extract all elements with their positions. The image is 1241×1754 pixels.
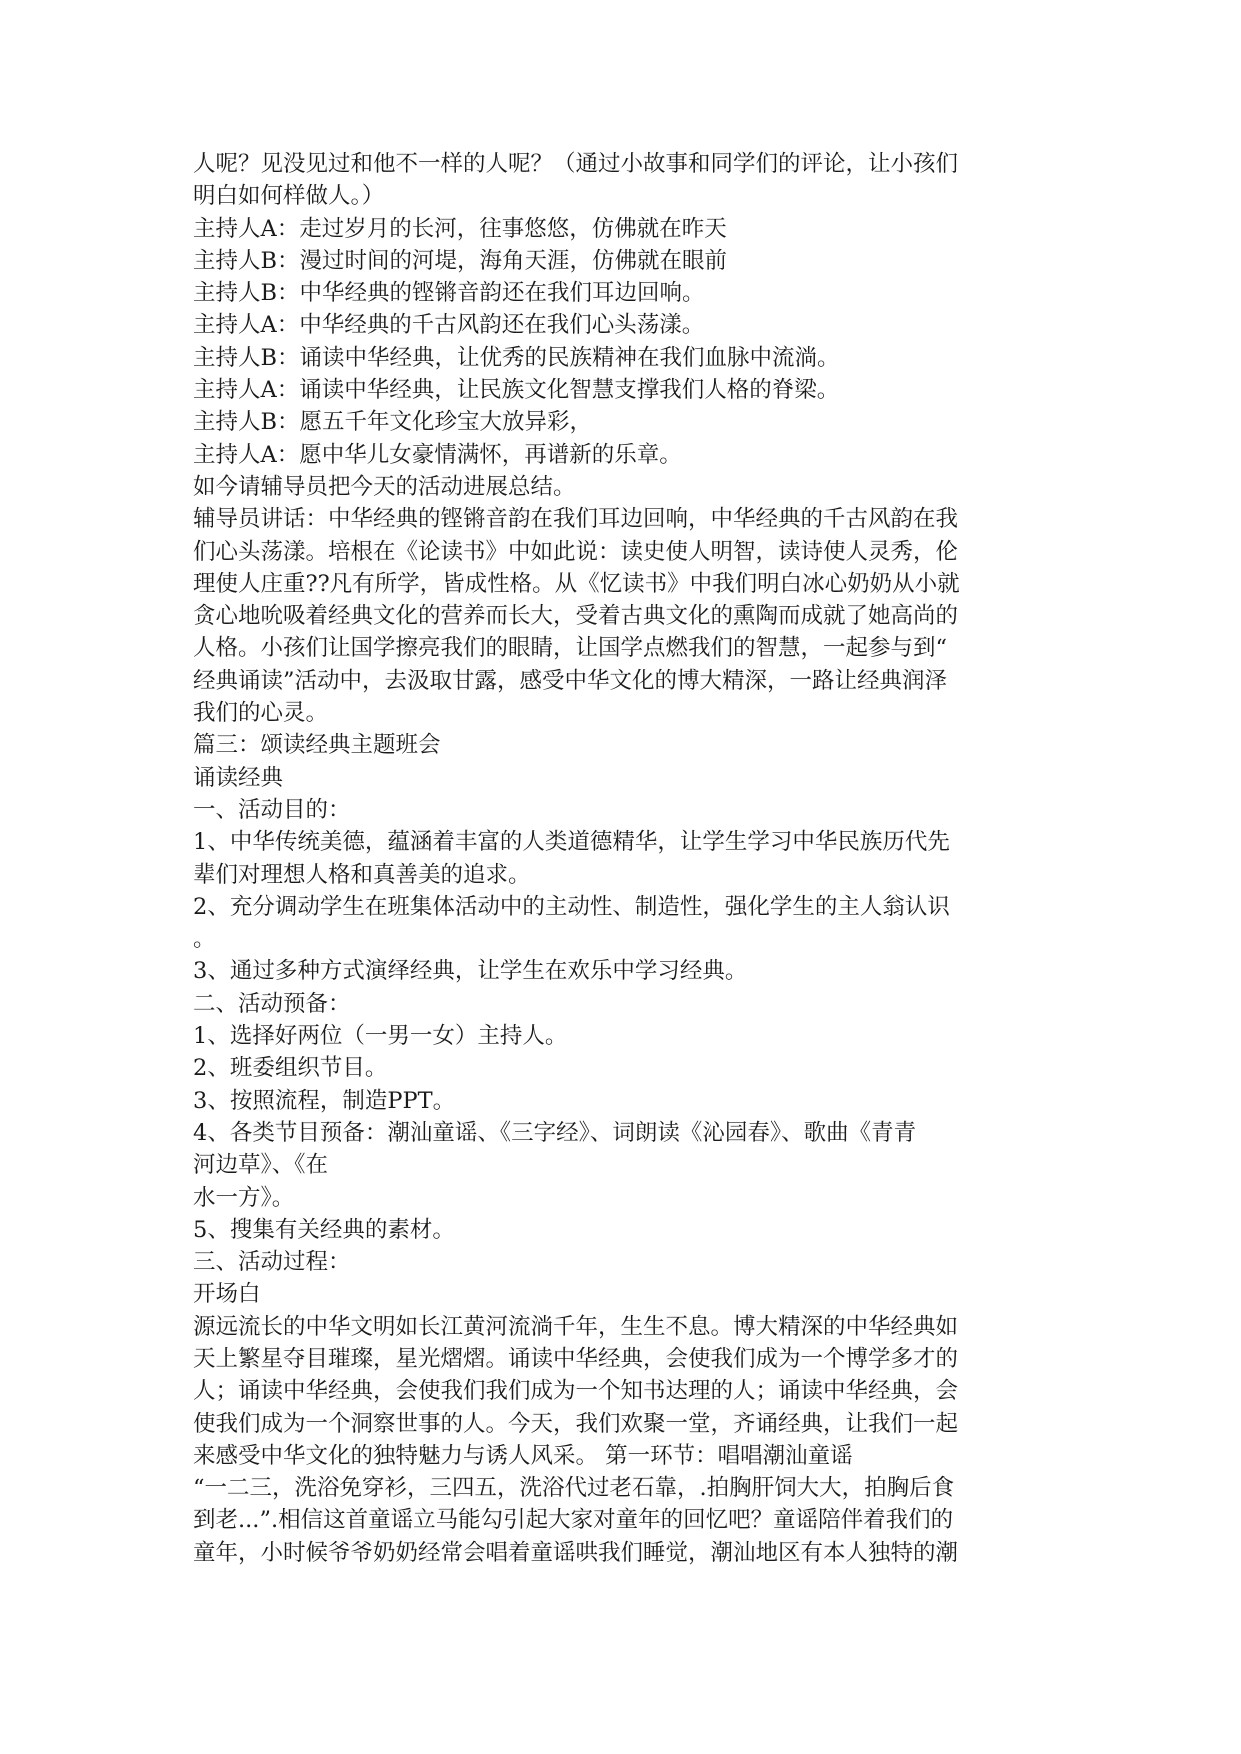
- text-line: 1、选择好两位（一男一女）主持人。: [193, 1023, 568, 1050]
- text-line: 主持人B：诵读中华经典，让优秀的民族精神在我们血脉中流淌。: [193, 344, 840, 371]
- text-line: 水一方》。: [193, 1184, 295, 1211]
- text-line: 篇三：颂读经典主题班会: [193, 732, 441, 759]
- text-line: 主持人B：漫过时间的河堤，海角天涯，仿佛就在眼前: [193, 247, 728, 274]
- text-line: 主持人A：愿中华儿女豪情满怀，再谱新的乐章。: [193, 441, 682, 468]
- text-line: 人格。小孩们让国学擦亮我们的眼睛，让国学点燃我们的智慧，一起参与到“: [193, 635, 948, 662]
- text-line: 使我们成为一个洞察世事的人。今天，我们欢聚一堂，齐诵经典，让我们一起: [193, 1410, 959, 1437]
- text-line: 主持人A：诵读中华经典，让民族文化智慧支撑我们人格的脊梁。: [193, 377, 840, 404]
- text-line: 主持人B：中华经典的铿锵音韵还在我们耳边回响。: [193, 280, 705, 307]
- text-line: 辅导员讲话：中华经典的铿锵音韵在我们耳边回响，中华经典的千古风韵在我: [193, 506, 959, 533]
- text-line: 3、按照流程，制造PPT。: [193, 1087, 456, 1114]
- text-line: 我们的心灵。: [193, 700, 329, 727]
- text-line: 二、活动预备：: [193, 990, 351, 1017]
- text-line: 2、充分调动学生在班集体活动中的主动性、制造性，强化学生的主人翁认识: [193, 893, 950, 920]
- text-line: 们心头荡漾。培根在《论读书》中如此说：读史使人明智，读诗使人灵秀，伦: [193, 538, 959, 565]
- text-line: 经典诵读”活动中，去汲取甘露，感受中华文化的博大精深，一路让经典润泽: [193, 667, 948, 694]
- text-line: 3、通过多种方式演绎经典，让学生在欢乐中学习经典。: [193, 958, 748, 985]
- text-line: 5、搜集有关经典的素材。: [193, 1216, 455, 1243]
- document-body: [193, 148, 1053, 1569]
- text-line: “一二三，洗浴免穿衫，三四五，洗浴代过老石靠，.拍胸肝饲大大，拍胸后食: [193, 1475, 955, 1502]
- text-line: 天上繁星夺目璀璨，星光熠熠。诵读中华经典，会使我们成为一个博学多才的: [193, 1345, 959, 1372]
- text-line: 童年，小时候爷爷奶奶经常会唱着童谣哄我们睡觉，潮汕地区有本人独特的潮: [193, 1539, 959, 1566]
- text-line: 开场白: [193, 1281, 261, 1308]
- text-line: 如今请辅导员把今天的活动进展总结。: [193, 473, 576, 500]
- text-line: 源远流长的中华文明如长江黄河流淌千年，生生不息。博大精深的中华经典如: [193, 1313, 959, 1340]
- text-line: 4、各类节目预备：潮汕童谣、《三字经》、词朗读《沁园春》、歌曲《青青: [193, 1119, 917, 1146]
- text-line: 三、活动过程：: [193, 1249, 351, 1276]
- text-line: 辈们对理想人格和真善美的追求。: [193, 861, 531, 888]
- text-line: 主持人B：愿五千年文化珍宝大放异彩，: [193, 409, 593, 436]
- text-line: 一、活动目的：: [193, 796, 351, 823]
- text-line: 1、中华传统美德，蕴涵着丰富的人类道德精华，让学生学习中华民族历代先: [193, 829, 950, 856]
- text-line: 理使人庄重??凡有所学，皆成性格。从《忆读书》中我们明白冰心奶奶从小就: [193, 570, 960, 597]
- text-line: 明白如何样做人。）: [193, 183, 385, 210]
- text-line: 。: [193, 926, 216, 953]
- text-line: 贪心地吮吸着经典文化的营养而长大，受着古典文化的熏陶而成就了她高尚的: [193, 603, 959, 630]
- text-line: 河边草》、《在: [193, 1152, 329, 1179]
- text-line: 人呢？见没见过和他不一样的人呢？（通过小故事和同学们的评论，让小孩们: [193, 151, 959, 177]
- text-line: 主持人A：走过岁月的长河，往事悠悠，仿佛就在昨天: [193, 215, 727, 242]
- text-line: 到老...”.相信这首童谣立马能勾引起大家对童年的回忆吧？童谣陪伴着我们的: [193, 1507, 954, 1534]
- text-line: 诵读经典: [193, 764, 284, 791]
- text-line: 主持人A：中华经典的千古风韵还在我们心头荡漾。: [193, 312, 705, 339]
- text-line: 2、班委组织节目。: [193, 1055, 388, 1082]
- text-line: 来感受中华文化的独特魅力与诱人风采。 第一环节：唱唱潮汕童谣: [193, 1442, 853, 1469]
- text-line: 人；诵读中华经典，会使我们我们成为一个知书达理的人；诵读中华经典，会: [193, 1378, 959, 1405]
